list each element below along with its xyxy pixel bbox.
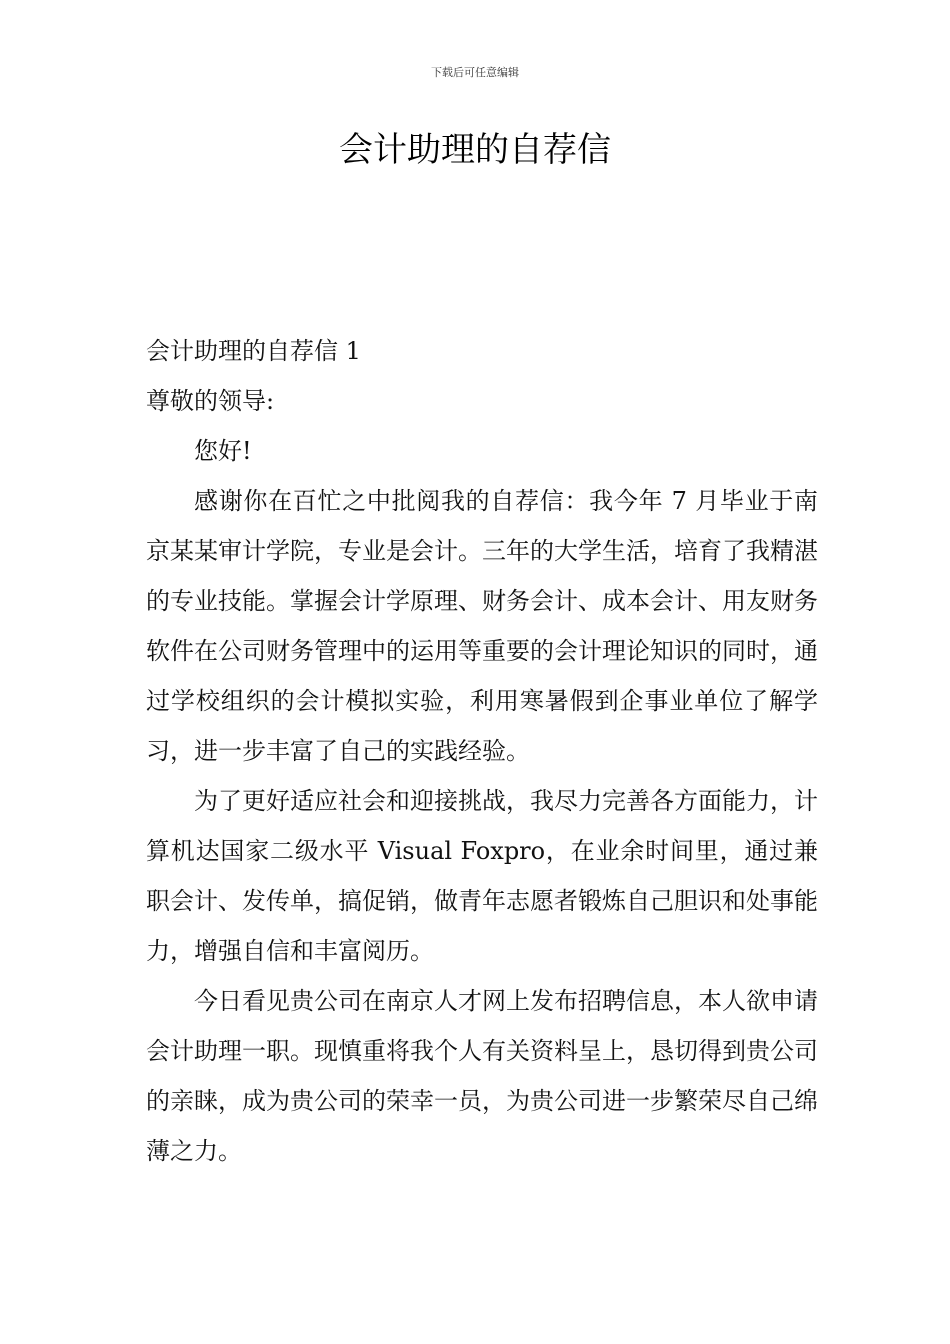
header-note: 下载后可任意编辑: [431, 66, 519, 79]
paragraph-skills: 为了更好适应社会和迎接挑战，我尽力完善各方面能力，计算机达国家二级水平 Visual Foxpro，在业余时间里，通过兼职会计、发传单，搞促销，做青年志愿者锻炼自己胆识和处事能力，增强自信和丰富阅历。: [146, 787, 818, 965]
salutation: 尊敬的领导:: [146, 387, 275, 415]
paragraph-intro: 感谢你在百忙之中批阅我的自荐信：我今年 7 月毕业于南京某某审计学院，专业是会计。三年的大学生活，培育了我精湛的专业技能。掌握会计学原理、财务会计、成本会计、用友财务软件在公司财务管理中的运用等重要的会计理论知识的同时，通过学校组织的会计模拟实验，利用寒暑假到企事业单位了解学习，进一步丰富了自己的实践经验。: [146, 487, 818, 765]
greeting: 您好!: [194, 437, 252, 465]
letter-body: [146, 326, 818, 1176]
section-heading: 会计助理的自荐信 1: [146, 337, 361, 365]
document-title: 会计助理的自荐信: [339, 130, 611, 170]
paragraph-application: 今日看见贵公司在南京人才网上发布招聘信息，本人欲申请会计助理一职。现慎重将我个人有关资料呈上，恳切得到贵公司的亲睐，成为贵公司的荣幸一员，为贵公司进一步繁荣尽自己绵薄之力。: [146, 987, 818, 1165]
